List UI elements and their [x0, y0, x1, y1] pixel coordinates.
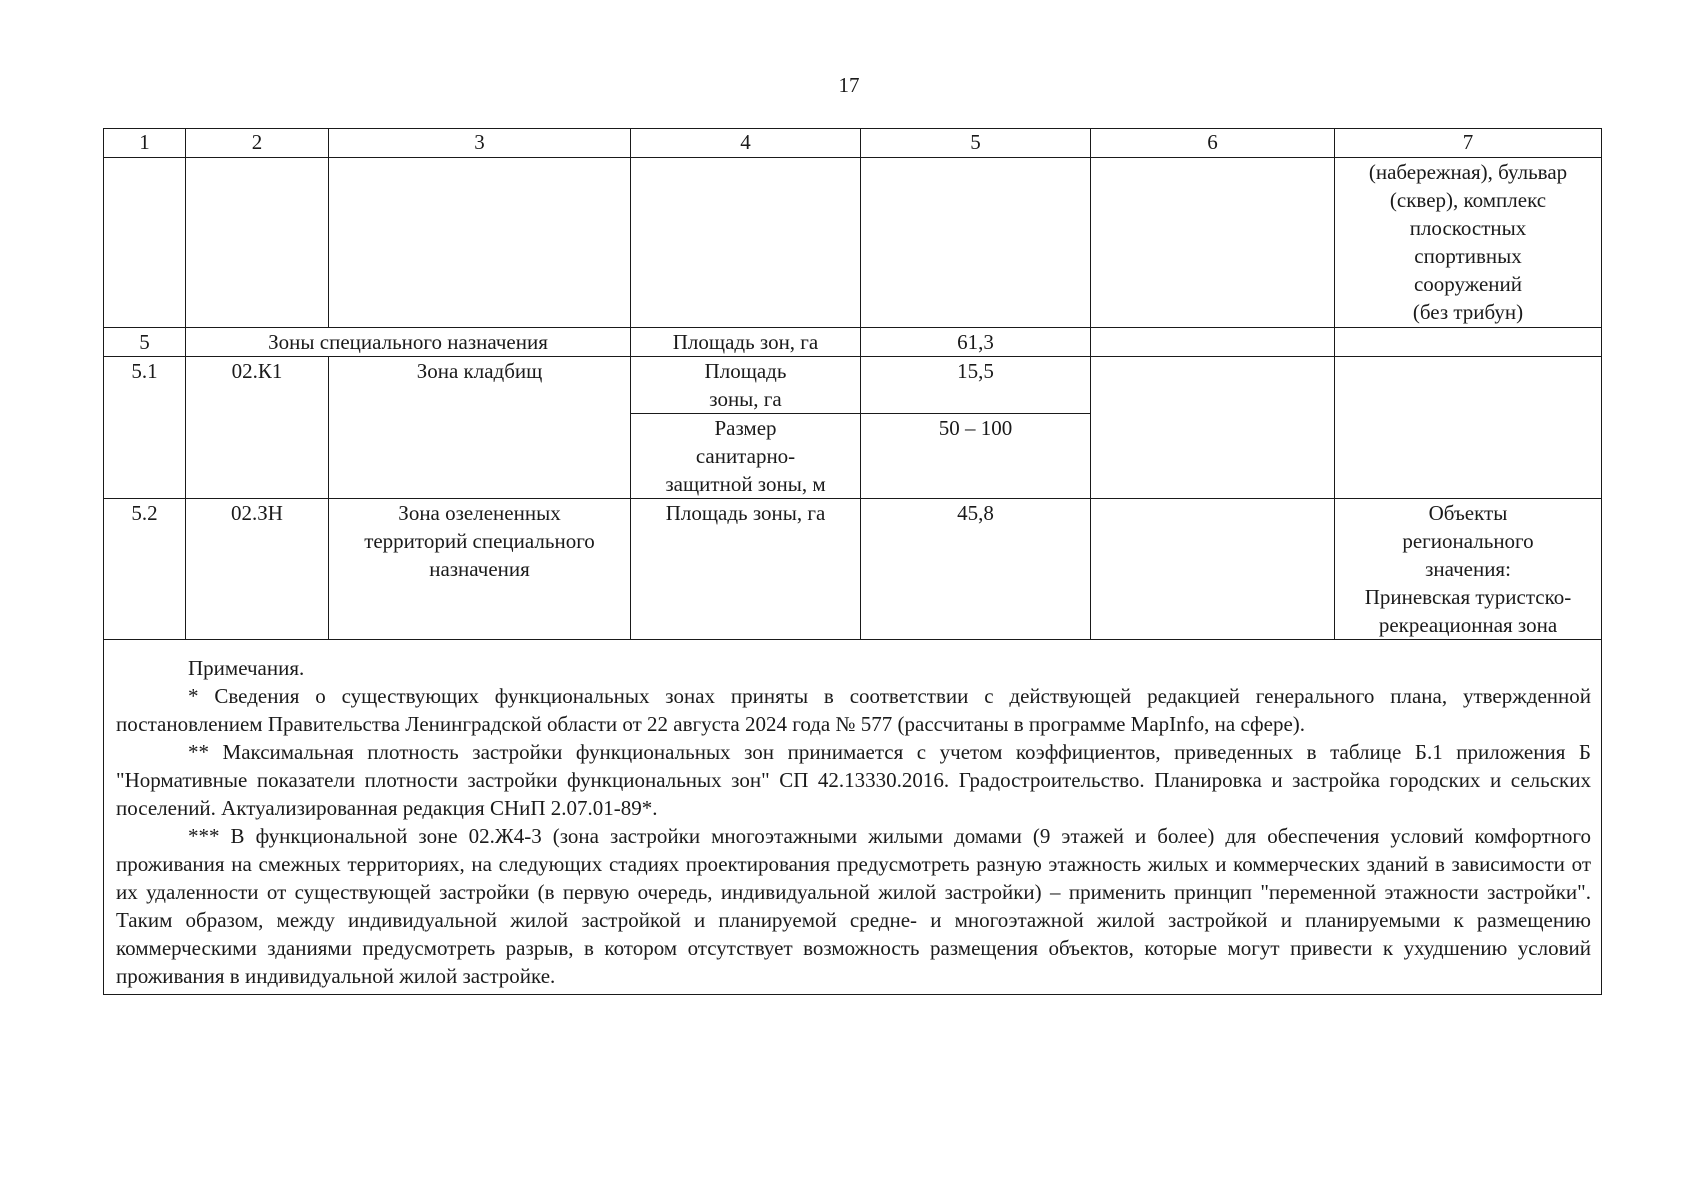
- regional-objects: Объекты регионального значения: Приневская туристско- рекреационная зона: [1335, 499, 1602, 640]
- indicator: Площадь зоны, га: [631, 357, 861, 414]
- value: 15,5: [861, 357, 1091, 414]
- row-number: 5.2: [104, 499, 186, 640]
- table-row-5-1: [104, 357, 1602, 414]
- section-name: Зоны специального назначения: [186, 328, 631, 357]
- continuation-col7: (набережная), бульвар (сквер), комплекс плоскостных спортивных сооружений (без трибун): [1335, 158, 1602, 328]
- notes-title: Примечания.: [188, 656, 305, 680]
- zone-name: Зона кладбищ: [329, 357, 631, 499]
- header-cell: 1: [104, 129, 186, 158]
- header-cell: 6: [1091, 129, 1335, 158]
- indicator: Площадь зон, га: [631, 328, 861, 357]
- value: 45,8: [861, 499, 1091, 640]
- note-3: *** В функциональной зоне 02.Ж4-3 (зона застройки многоэтажными жилыми домами (9 этажей и более) для обеспечения условий комфортного проживания на смежных территориях, на следующих стадиях проектирования предусмотреть разную этажность жилых и коммерческих зданий в зависимости от их удаленности от существующей застройки (в первую очередь, индивидуальной жилой застройки) – применить принцип "переменной этажности застройки". Таким образом, между индивидуальной жилой застройкой и планируемой средне- и многоэтажной жилой застройкой и планируемыми к размещению коммерческими зданиями предусмотреть разрыв, в котором отсутствует возможность размещения объектов, которые могут привести к ухудшению условий проживания в индивидуальной жилой застройке.: [116, 824, 1591, 988]
- header-cell: 2: [186, 129, 329, 158]
- header-cell: 5: [861, 129, 1091, 158]
- header-cell: 3: [329, 129, 631, 158]
- value: 50 – 100: [861, 414, 1091, 499]
- zone-code: 02.К1: [186, 357, 329, 499]
- table-header-row: [104, 129, 1602, 158]
- header-cell: 4: [631, 129, 861, 158]
- row-number: 5.1: [104, 357, 186, 499]
- zones-table: [103, 128, 1602, 995]
- note-2: ** Максимальная плотность застройки функциональных зон принимается с учетом коэффициентов, приведенных в таблице Б.1 приложения Б "Нормативные показатели плотности застройки функциональных зон" СП 42.13330.2016. Градостроительство. Планировка и застройка городских и сельских поселений. Актуализированная редакция СНиП 2.07.01-89*.: [116, 740, 1591, 820]
- page-number: 17: [838, 73, 860, 97]
- row-number: 5: [104, 328, 186, 357]
- note-1: * Сведения о существующих функциональных зонах приняты в соответствии с действующей редакцией генерального плана, утвержденной постановлением Правительства Ленинградской области от 22 августа 2024 года № 577 (рассчитаны в программе MapInfo, на сфере).: [116, 684, 1591, 736]
- zone-code: 02.ЗН: [186, 499, 329, 640]
- indicator: Площадь зоны, га: [631, 499, 861, 640]
- indicator: Размер санитарно- защитной зоны, м: [631, 414, 861, 499]
- zone-name: Зона озелененных территорий специального назначения: [329, 499, 631, 640]
- header-cell: 7: [1335, 129, 1602, 158]
- value: 61,3: [861, 328, 1091, 357]
- table-row-5-2: [104, 499, 1602, 640]
- table-row-continuation: [104, 158, 1602, 328]
- table-row-section-5: [104, 328, 1602, 357]
- notes-block: [104, 640, 1602, 995]
- table-row-notes: [104, 640, 1602, 995]
